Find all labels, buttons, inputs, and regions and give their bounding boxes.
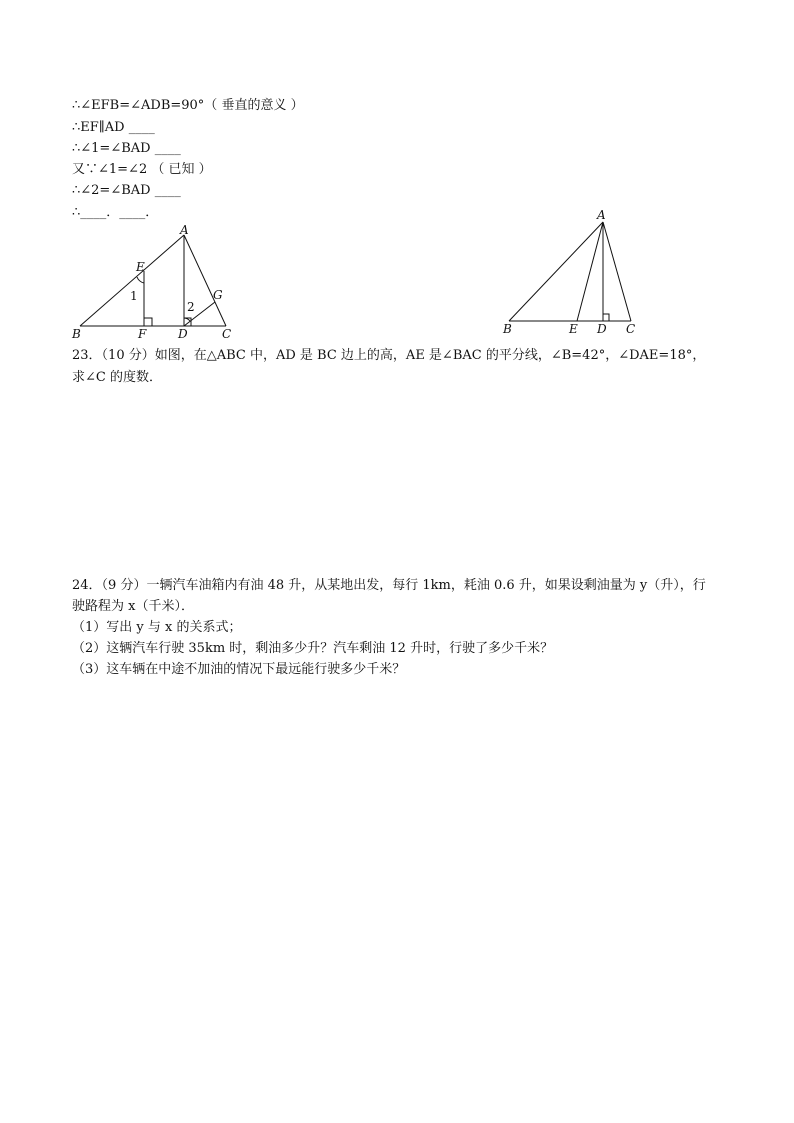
proof-line-4: 又∵∠1=∠2 （ 已知 ） <box>72 162 212 177</box>
segment-BA <box>509 222 603 321</box>
figure-1-triangle <box>60 222 260 344</box>
right-angle-mark-F <box>144 318 152 326</box>
label-angle-1: 1 <box>130 289 138 303</box>
label-D: D <box>597 322 607 336</box>
label-G: G <box>213 288 223 302</box>
label-E: E <box>569 322 578 336</box>
question-24-line-1: 24．（9 分）一辆汽车油箱内有油 48 升，从某地出发，每行 1km，耗油 0.6 升，如果设剩油量为 y（升），行 <box>72 578 706 593</box>
label-A: A <box>180 223 189 237</box>
label-F: F <box>138 327 147 341</box>
label-C: C <box>222 327 232 341</box>
segment-AE <box>577 222 603 321</box>
label-B: B <box>72 327 81 341</box>
proof-line-6: ∴____．____． <box>72 205 159 220</box>
angle-1-arc <box>137 277 144 283</box>
proof-line-1: ∴∠EFB=∠ADB=90°（ 垂直的意义 ） <box>72 98 304 113</box>
segment-BA <box>80 235 184 326</box>
question-23-line-1: 23．（10 分）如图，在△ABC 中，AD 是 BC 边上的高，AE 是∠BAC 的平分线，∠B=42°，∠DAE=18°， <box>72 348 706 363</box>
proof-line-3: ∴∠1=∠BAD ____ <box>72 141 181 156</box>
label-D: D <box>178 327 188 341</box>
label-C: C <box>626 322 636 336</box>
figure-2-triangle <box>495 205 655 340</box>
question-24-line-2: 驶路程为 x（千米）． <box>72 599 194 614</box>
label-B: B <box>503 322 512 336</box>
segment-AC <box>603 222 631 321</box>
question-24-part-2: （2）这辆汽车行驶 35km 时，剩油多少升？汽车剩油 12 升时，行驶了多少千米？ <box>72 641 554 656</box>
label-angle-2: 2 <box>187 300 195 314</box>
proof-line-2: ∴EF∥AD ____ <box>72 120 155 135</box>
question-23-line-2: 求∠C 的度数． <box>72 370 162 385</box>
question-24-part-1: （1）写出 y 与 x 的关系式； <box>72 620 242 635</box>
right-angle-mark-D <box>603 314 609 321</box>
proof-line-5: ∴∠2=∠BAD ____ <box>72 183 181 198</box>
label-A: A <box>597 208 606 222</box>
question-24-part-3: （3）这车辆在中途不加油的情况下最远能行驶多少千米？ <box>72 662 406 677</box>
label-E: E <box>136 260 145 274</box>
